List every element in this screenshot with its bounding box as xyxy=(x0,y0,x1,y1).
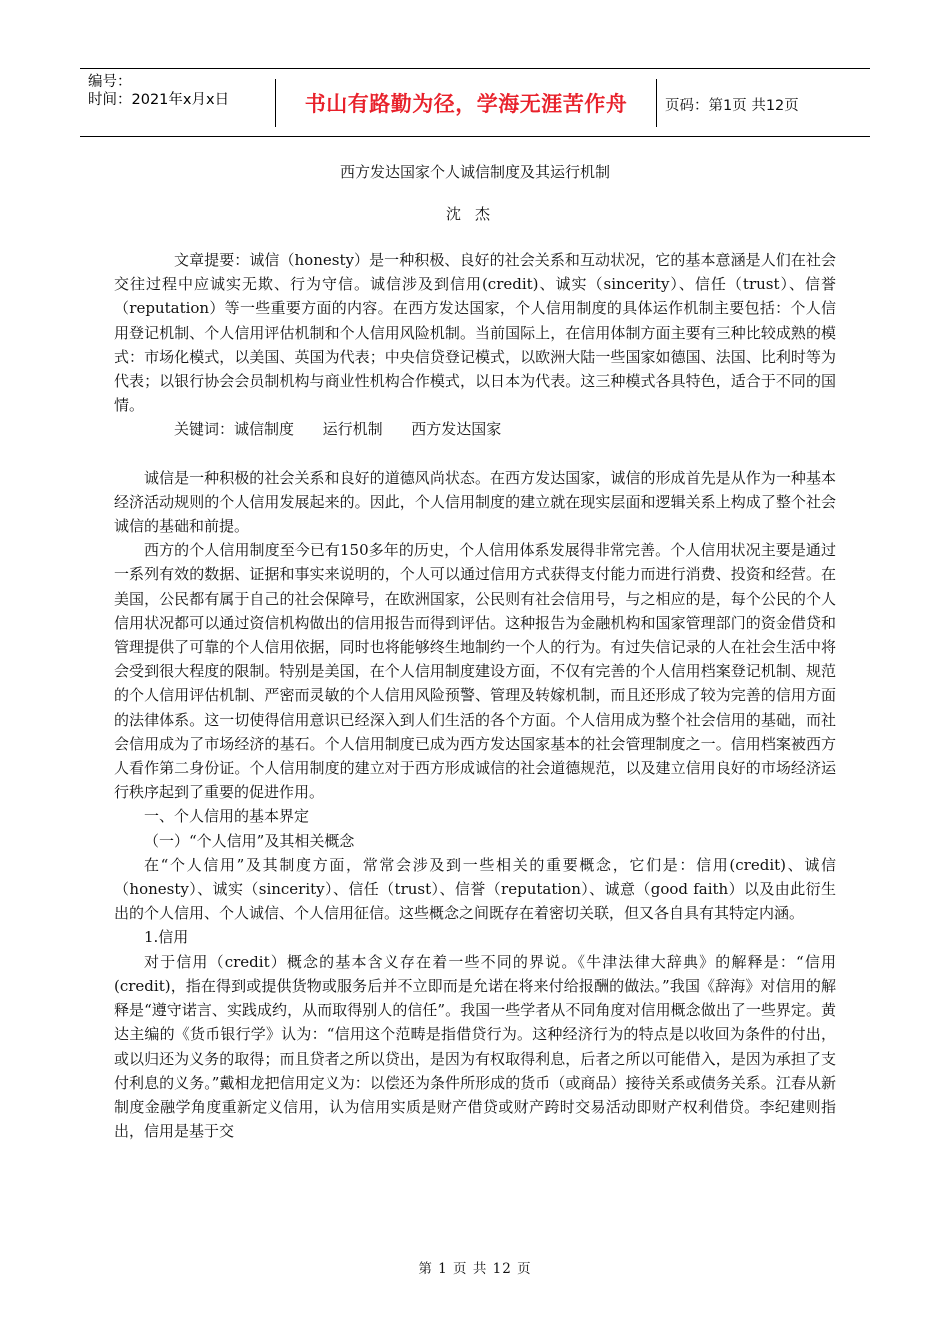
document-body xyxy=(114,160,836,1143)
body-paragraph: 对于信用（credit）概念的基本含义存在着一些不同的界说。《牛津法律大辞典》的解释是：“信用(credit)，指在得到或提供货物或服务后并不立即而是允诺在将来付给报酬的做法。”我国《辞海》对信用的解释是“遵守诺言、实践成约，从而取得别人的信任”。我国一些学者从不同角度对信用概念做出了一些界定。黄达主编的《货币银行学》认为：“信用这个范畴是指借贷行为。这种经济行为的特点是以收回为条件的付出，或以归还为义务的取得；而且贷者之所以贷出，是因为有权取得利息，后者之所以可能借入，是因为承担了支付利息的义务。”戴相龙把信用定义为：以偿还为条件所形成的货币（或商品）接待关系或债务关系。江春从新制度金融学角度重新定义信用，认为信用实质是财产借贷或财产跨时交易活动即财产权利借贷。李纪建则指出，信用是基于交 xyxy=(114,952,836,1141)
header-page-label: 页码：第1页 共12页 xyxy=(665,98,799,114)
header-motto: 书山有路勤为径，学海无涯苦作舟 xyxy=(304,92,628,116)
document-author: 沈杰 xyxy=(445,205,504,223)
item-heading: 1.信用 xyxy=(144,928,189,947)
document-number-label: 编号： xyxy=(88,74,132,90)
document-date-label: 时间：2021年x月x日 xyxy=(88,92,230,108)
header-meta xyxy=(88,73,278,109)
body-paragraph: 在“个人信用”及其制度方面，常常会涉及到一些相关的重要概念，它们是：信用(credit)、诚信（honesty）、诚实（sincerity）、信任（trust）、信誉（reputation）、诚意（good faith）以及由此衍生出的个人信用、个人诚信、个人信用征信。这些概念之间既存在着密切关联，但又各自具有其特定内涵。 xyxy=(114,855,836,923)
document-title: 西方发达国家个人诚信制度及其运行机制 xyxy=(339,163,610,181)
section-heading: 一、个人信用的基本界定 xyxy=(144,807,310,826)
body-paragraph: 诚信是一种积极的社会关系和良好的道德风尚状态。在西方发达国家，诚信的形成首先是从作为一种基本经济活动规则的个人信用发展起来的。因此，个人信用制度的建立就在现实层面和逻辑关系上构成了整个社会诚信的基础和前提。 xyxy=(114,468,836,536)
page-header xyxy=(80,68,870,137)
keywords-line: 关键词：诚信制度 运行机制 西方发达国家 xyxy=(174,420,502,439)
abstract-paragraph: 文章提要：诚信（honesty）是一种积极、良好的社会关系和互动状况，它的基本意涵是人们在社会交往过程中应诚实无欺、行为守信。诚信涉及到信用(credit)、诚实（sincerity）、信任（trust）、信誉（reputation）等一些重要方面的内容。在西方发达国家，个人信用制度的具体运作机制主要包括：个人信用登记机制、个人信用评估机制和个人信用风险机制。当前国际上，在信用体制方面主要有三种比较成熟的模式：市场化模式，以美国、英国为代表；中央信贷登记模式，以欧洲大陆一些国家如德国、法国、比利时等为代表；以银行协会会员制机构与商业性机构合作模式，以日本为代表。这三种模式各具特色，适合于不同的国情。 xyxy=(114,251,836,415)
page-footer: 第 1 页 共 12 页 xyxy=(418,1261,532,1277)
header-motto-box xyxy=(275,79,657,127)
subsection-heading: （一）“个人信用”及其相关概念 xyxy=(144,831,355,850)
body-paragraph: 西方的个人信用制度至今已有150多年的历史，个人信用体系发展得非常完善。个人信用状况主要是通过一系列有效的数据、证据和事实来说明的，个人可以通过信用方式获得支付能力而进行消费、投资和经营。在美国，公民都有属于自己的社会保障号，在欧洲国家，公民则有社会信用号，与之相应的是，每个公民的个人信用状况都可以通过资信机构做出的信用报告而得到评估。这种报告为金融机构和国家管理部门的资金借贷和管理提供了可靠的个人信用依据，同时也将能够终生地制约一个人的行为。有过失信记录的人在社会生活中将会受到很大程度的限制。特别是美国，在个人信用制度建设方面，不仅有完善的个人信用档案登记机制、规范的个人信用评估机制、严密而灵敏的个人信用风险预警、管理及转嫁机制，而且还形成了较为完善的信用方面的法律体系。这一切使得信用意识已经深入到人们生活的各个方面。个人信用成为整个社会信用的基础，而社会信用成为了市场经济的基石。个人信用制度已成为西方发达国家基本的社会管理制度之一。信用档案被西方人看作第二身份证。个人信用制度的建立对于西方形成诚信的社会道德规范，以及建立信用良好的市场经济运行秩序起到了重要的促进作用。 xyxy=(114,541,836,802)
